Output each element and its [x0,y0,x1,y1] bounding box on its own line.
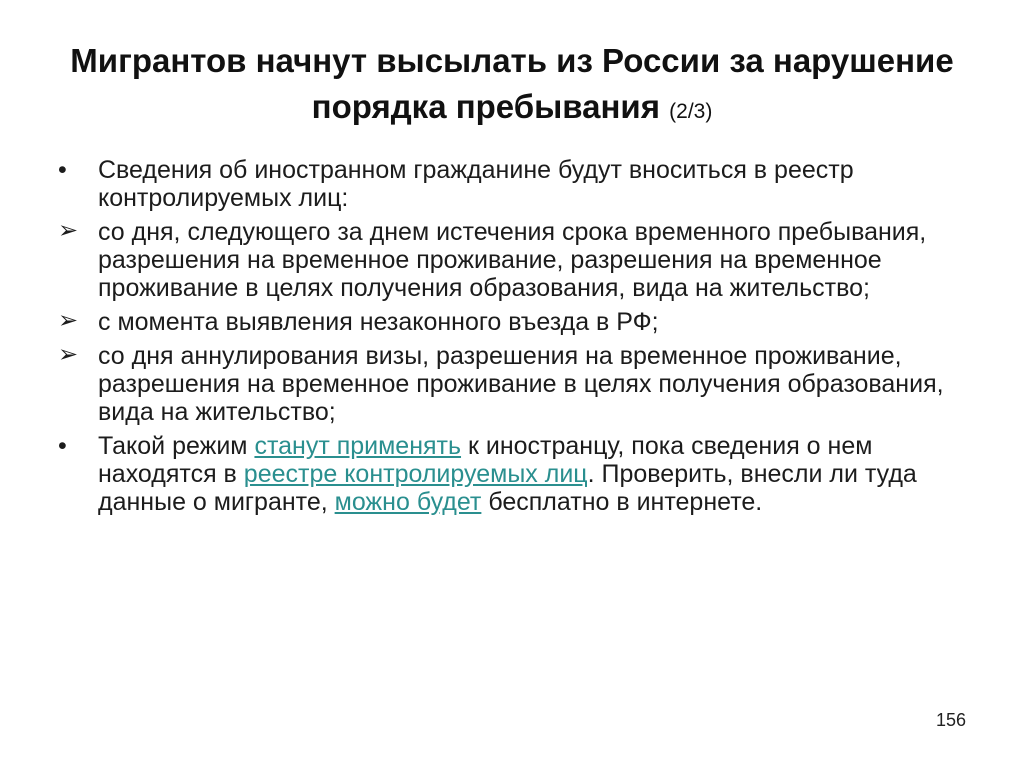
arrow-bullet-icon: ➢ [58,307,79,334]
link-reestr-kontroliruemyh-lic[interactable]: реестре контролируемых лиц [243,460,588,488]
bullet-list [58,156,958,522]
page-number: 156 [935,710,966,730]
link-mozhno-budet[interactable]: можно будет [334,488,482,516]
slide-title [60,38,964,135]
link-stanut-primenyat[interactable]: станут применять [254,432,462,460]
list-item [58,218,958,302]
bullet-dot-icon: • [58,156,67,184]
list-item-text: Сведения об иностранном гражданине будут вноситься в реестр контролируемых лиц: [98,156,854,212]
list-item-text: со дня аннулирования визы, разрешения на временное проживание, разрешения на временное проживание в целях получения образования, вида на жительство; [98,342,944,426]
list-item [58,342,958,426]
bullet-dot-icon: • [58,432,67,460]
list-item-text-part: бесплатно в интернете. [481,488,763,516]
slide-title-main: Мигрантов начнут высылать из России за нарушение порядка пребывания [70,42,954,125]
list-item-text: со дня, следующего за днем истечения срока временного пребывания, разрешения на временное проживание, разрешения на временное проживание в целях получения образования, вида на жительство; [98,218,927,302]
list-item [58,308,958,336]
list-item-text-part: . Проверить, внесли ли туда данные о мигранте, [98,460,917,516]
slide-title-part: (2/3) [669,100,713,123]
list-item-text: с момента выявления незаконного въезда в РФ; [98,308,659,336]
list-item-text-part: Такой режим [98,432,255,460]
list-item [58,432,958,516]
list-item-text-part: к иностранцу, пока сведения о нем находятся в [98,432,873,488]
list-item [58,156,958,212]
arrow-bullet-icon: ➢ [58,341,79,368]
arrow-bullet-icon: ➢ [58,217,79,244]
